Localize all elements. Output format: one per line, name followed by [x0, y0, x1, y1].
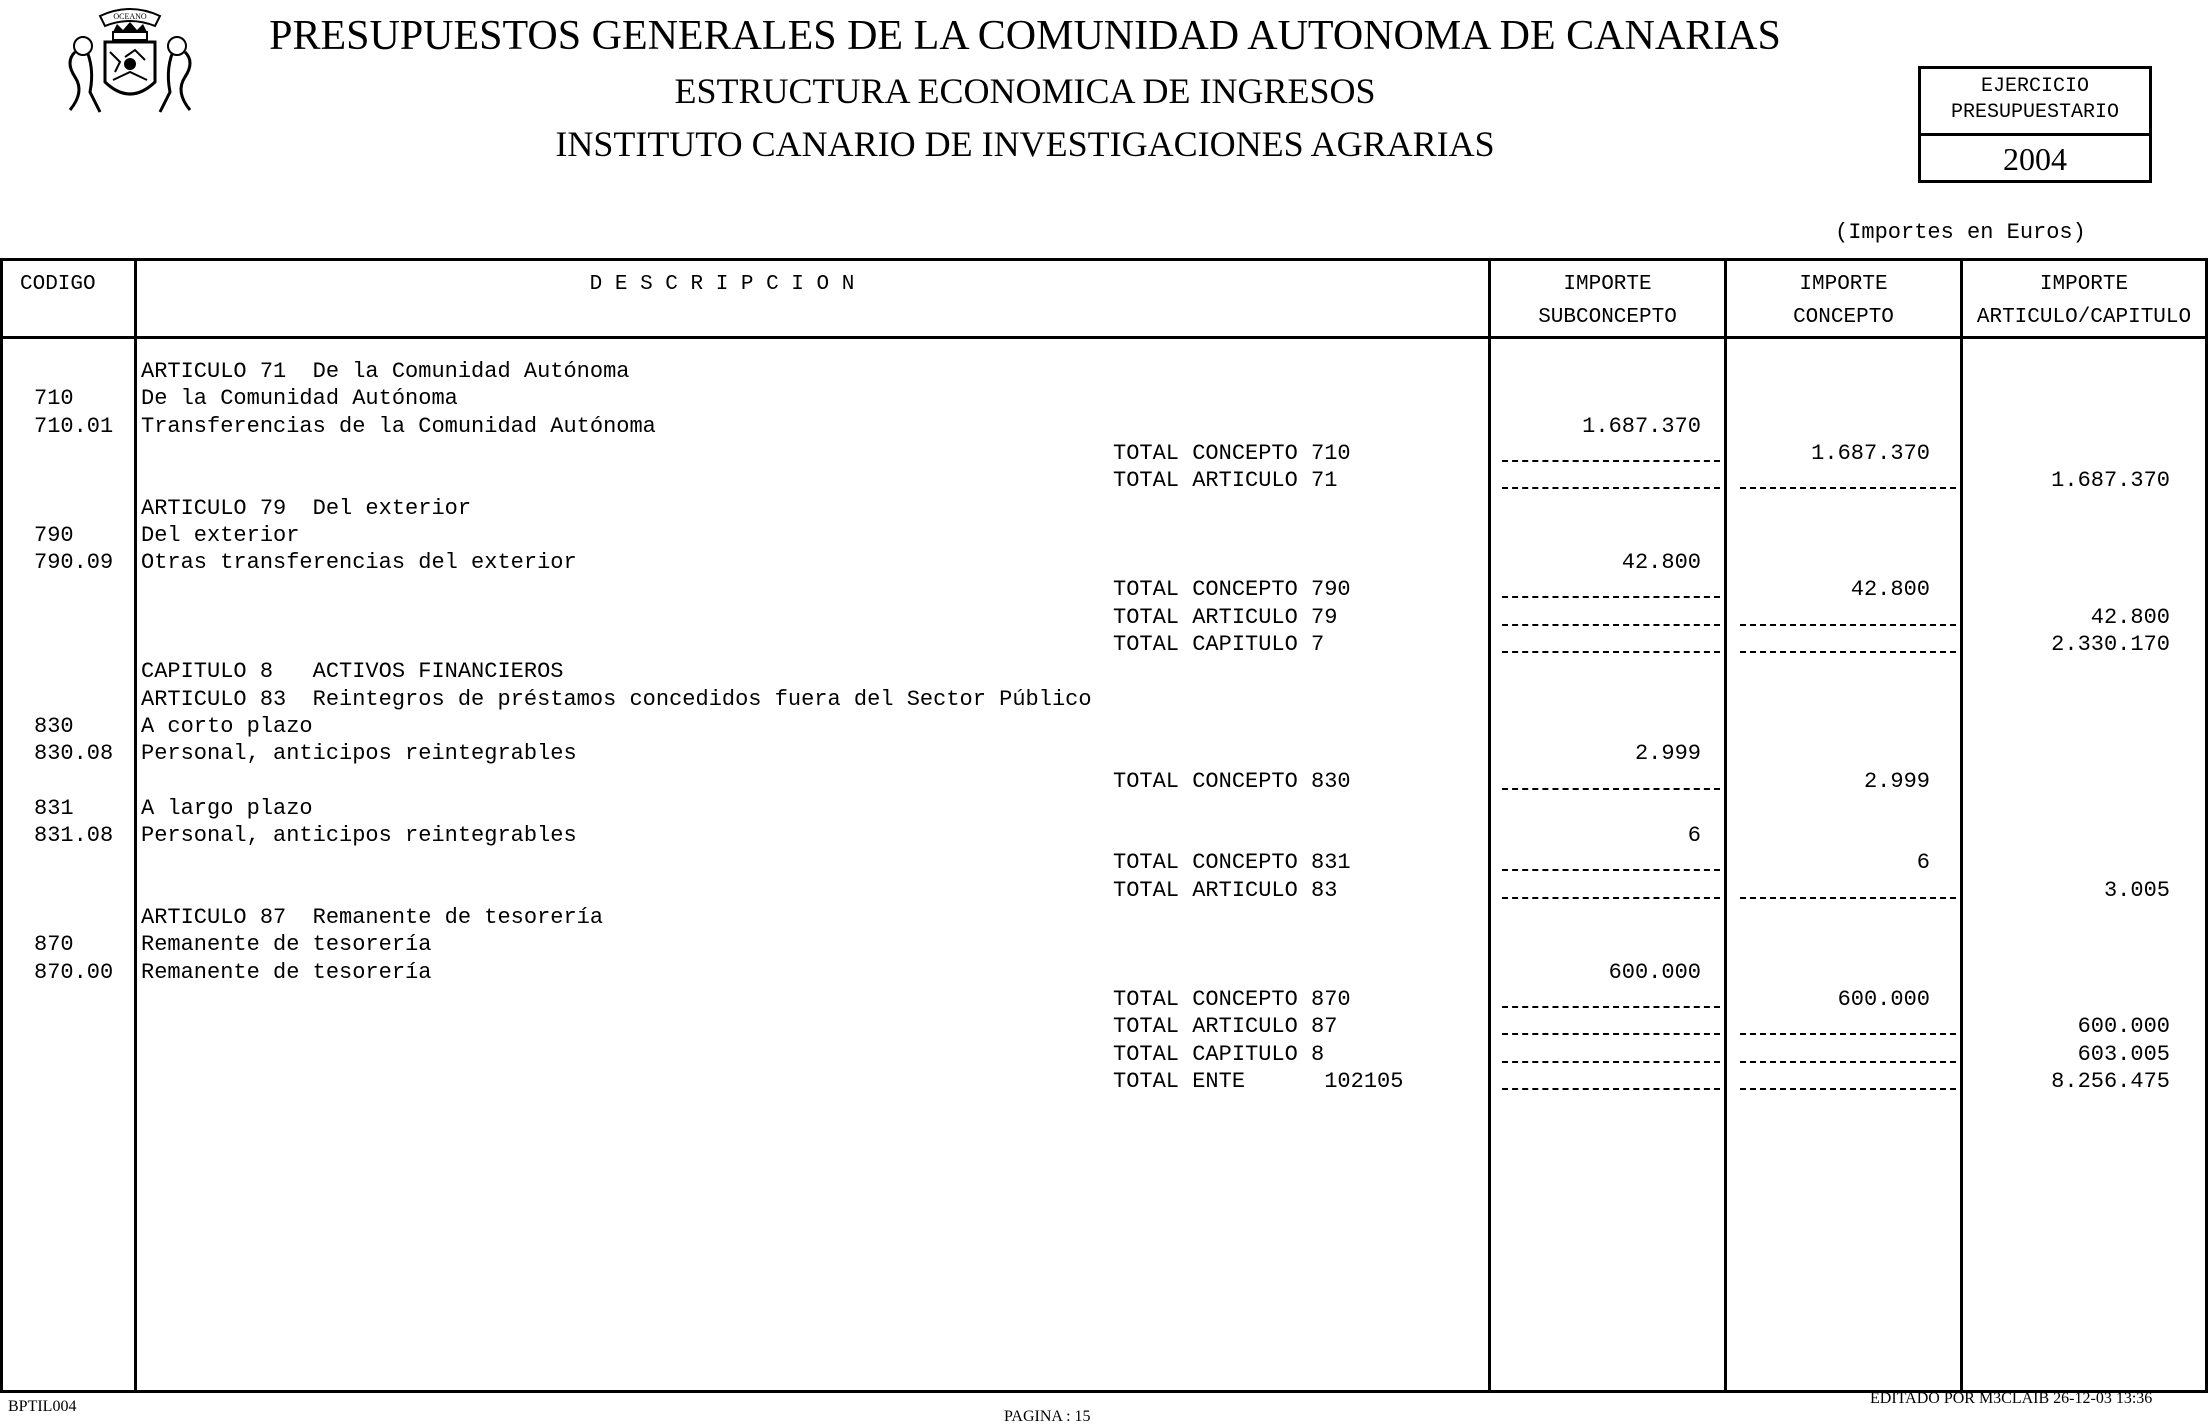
- row-total-label: TOTAL CONCEPTO 790: [1113, 577, 1351, 602]
- row-code: 831: [34, 796, 74, 821]
- row-amount-subconcepto: 2.999: [1634, 741, 1701, 766]
- row-amount-concepto: [1727, 740, 1930, 767]
- row-code: 790.09: [34, 550, 114, 575]
- row-amount-concepto: [1727, 931, 1930, 958]
- dashed-separator: [1502, 1061, 1720, 1063]
- row-description: ARTICULO 71 De la Comunidad Autónoma: [141, 359, 630, 384]
- dashed-separator: [1502, 651, 1720, 653]
- row-amount-articulo: [1963, 986, 2170, 1013]
- row-amount-articulo: [1963, 959, 2170, 986]
- row-amount-articulo: 2.330.170: [2051, 632, 2170, 657]
- row-total-label: TOTAL CONCEPTO 710: [1113, 441, 1351, 466]
- row-total-label: TOTAL CAPITULO 7: [1113, 632, 1325, 657]
- row-amount-articulo: [1963, 768, 2170, 795]
- row-amount-concepto: [1727, 1013, 1930, 1040]
- ejercicio-year: 2004: [2003, 141, 2067, 177]
- row-amount-subconcepto: [1491, 768, 1701, 795]
- row-amount-concepto: [1727, 904, 1930, 931]
- row-code: 870: [34, 932, 74, 957]
- row-description: Transferencias de la Comunidad Autónoma: [141, 414, 656, 439]
- row-amount-subconcepto: [1491, 658, 1701, 685]
- row-amount-subconcepto: [1491, 604, 1701, 631]
- row-amount-articulo: [1963, 931, 2170, 958]
- row-amount-articulo: [1963, 522, 2170, 549]
- col-header-articulo: IMPORTE ARTICULO/CAPITULO: [1976, 273, 2192, 329]
- ejercicio-label: EJERCICIO PRESUPUESTARIO: [1921, 69, 2149, 136]
- row-amount-subconcepto: [1491, 495, 1701, 522]
- row-amount-concepto: 42.800: [1850, 577, 1930, 602]
- row-amount-concepto: 1.687.370: [1811, 441, 1930, 466]
- row-amount-articulo: [1963, 822, 2170, 849]
- row-amount-concepto: [1727, 467, 1930, 494]
- row-amount-articulo: [1963, 495, 2170, 522]
- row-amount-articulo: [1963, 713, 2170, 740]
- svg-text:OCEANO: OCEANO: [113, 12, 147, 21]
- dashed-separator: [1502, 1088, 1720, 1090]
- coat-of-arms-logo: [55, 2, 205, 124]
- row-amount-subconcepto: 6: [1687, 823, 1701, 848]
- row-amount-concepto: [1727, 358, 1930, 385]
- row-amount-concepto: [1727, 658, 1930, 685]
- row-amount-concepto: [1727, 795, 1930, 822]
- row-description: Remanente de tesorería: [141, 932, 432, 957]
- units-note: (Importes en Euros): [1835, 220, 2086, 245]
- row-total-label: TOTAL CONCEPTO 870: [1113, 987, 1351, 1012]
- row-amount-concepto: [1727, 822, 1930, 849]
- row-description: ARTICULO 87 Remanente de tesorería: [141, 905, 604, 930]
- row-amount-subconcepto: [1491, 631, 1701, 658]
- row-amount-concepto: [1727, 1068, 1930, 1095]
- row-total-label: TOTAL CONCEPTO 831: [1113, 850, 1351, 875]
- row-amount-articulo: [1963, 358, 2170, 385]
- dashed-separator: [1502, 624, 1720, 626]
- footer-edited-by: EDITADO POR M3CLAIB 26-12-03 13:36: [1870, 1390, 2153, 1407]
- ejercicio-box: [1918, 66, 2152, 183]
- col-header-subconcepto: IMPORTE SUBCONCEPTO: [1538, 273, 1677, 329]
- row-amount-articulo: 3.005: [2103, 878, 2170, 903]
- row-total-label: TOTAL ARTICULO 71: [1113, 468, 1338, 493]
- row-amount-subconcepto: [1491, 795, 1701, 822]
- row-amount-subconcepto: 42.800: [1621, 550, 1701, 575]
- row-code: 831.08: [34, 823, 114, 848]
- row-amount-concepto: 2.999: [1863, 769, 1930, 794]
- row-amount-subconcepto: [1491, 1068, 1701, 1095]
- header-divider: [0, 336, 2208, 339]
- row-amount-concepto: [1727, 631, 1930, 658]
- row-amount-concepto: 600.000: [1837, 987, 1930, 1012]
- row-total-label: TOTAL ARTICULO 87: [1113, 1014, 1338, 1039]
- row-description: Del exterior: [141, 523, 300, 548]
- row-code: 710: [34, 386, 74, 411]
- row-description: Remanente de tesorería: [141, 960, 432, 985]
- row-amount-articulo: [1963, 686, 2170, 713]
- row-amount-subconcepto: 1.687.370: [1582, 414, 1701, 439]
- row-amount-concepto: [1727, 522, 1930, 549]
- row-description: ARTICULO 83 Reintegros de préstamos concedidos fuera del Sector Público: [141, 687, 1092, 712]
- row-amount-articulo: [1963, 413, 2170, 440]
- row-amount-subconcepto: [1491, 467, 1701, 494]
- footer-page-number: PAGINA : 15: [1004, 1408, 1091, 1425]
- row-amount-subconcepto: [1491, 440, 1701, 467]
- row-amount-concepto: [1727, 495, 1930, 522]
- dashed-separator: [1502, 487, 1720, 489]
- row-amount-articulo: 1.687.370: [2051, 468, 2170, 493]
- dashed-separator: [1740, 487, 1956, 489]
- row-total-label: TOTAL CAPITULO 8: [1113, 1042, 1325, 1067]
- dashed-separator: [1502, 869, 1720, 871]
- row-amount-subconcepto: [1491, 986, 1701, 1013]
- row-amount-subconcepto: [1491, 576, 1701, 603]
- row-code: 710.01: [34, 414, 114, 439]
- row-description: CAPITULO 8 ACTIVOS FINANCIEROS: [141, 659, 564, 684]
- row-amount-articulo: [1963, 576, 2170, 603]
- entity-title: INSTITUTO CANARIO DE INVESTIGACIONES AGRARIAS: [555, 124, 1495, 164]
- row-amount-articulo: [1963, 385, 2170, 412]
- row-amount-concepto: 6: [1916, 850, 1930, 875]
- row-amount-articulo: [1963, 440, 2170, 467]
- row-amount-subconcepto: [1491, 713, 1701, 740]
- row-amount-concepto: [1727, 413, 1930, 440]
- row-amount-subconcepto: [1491, 877, 1701, 904]
- dashed-separator: [1740, 1088, 1956, 1090]
- row-amount-subconcepto: [1491, 686, 1701, 713]
- row-amount-subconcepto: [1491, 849, 1701, 876]
- row-total-label: TOTAL ENTE 102105: [1113, 1069, 1404, 1094]
- row-amount-articulo: [1963, 549, 2170, 576]
- row-amount-articulo: [1963, 740, 2170, 767]
- row-amount-subconcepto: 600.000: [1608, 960, 1701, 985]
- row-code: 830.08: [34, 741, 114, 766]
- row-amount-concepto: [1727, 713, 1930, 740]
- row-description: A largo plazo: [141, 796, 313, 821]
- footer-report-code: BPTIL004: [8, 1398, 77, 1415]
- dashed-separator: [1740, 1033, 1956, 1035]
- row-amount-subconcepto: [1491, 1013, 1701, 1040]
- dashed-separator: [1502, 1033, 1720, 1035]
- row-amount-subconcepto: [1491, 904, 1701, 931]
- row-amount-concepto: [1727, 686, 1930, 713]
- row-code: 830: [34, 714, 74, 739]
- row-amount-articulo: [1963, 658, 2170, 685]
- row-amount-subconcepto: [1491, 358, 1701, 385]
- row-code: 790: [34, 523, 74, 548]
- row-description: Otras transferencias del exterior: [141, 550, 577, 575]
- row-amount-concepto: [1727, 385, 1930, 412]
- row-amount-subconcepto: [1491, 1041, 1701, 1068]
- row-amount-concepto: [1727, 877, 1930, 904]
- row-code: 870.00: [34, 960, 114, 985]
- row-amount-articulo: [1963, 849, 2170, 876]
- row-amount-articulo: [1963, 795, 2170, 822]
- row-amount-concepto: [1727, 549, 1930, 576]
- dashed-separator: [1502, 1006, 1720, 1008]
- row-amount-concepto: [1727, 959, 1930, 986]
- row-amount-subconcepto: [1491, 385, 1701, 412]
- row-total-label: TOTAL ARTICULO 79: [1113, 605, 1338, 630]
- row-amount-articulo: 42.800: [2090, 605, 2170, 630]
- row-amount-subconcepto: [1491, 522, 1701, 549]
- row-total-label: TOTAL ARTICULO 83: [1113, 878, 1338, 903]
- col-header-descripcion: D E S C R I P C I O N: [589, 273, 855, 296]
- row-amount-concepto: [1727, 1041, 1930, 1068]
- row-amount-subconcepto: [1491, 931, 1701, 958]
- row-description: De la Comunidad Autónoma: [141, 386, 458, 411]
- dashed-separator: [1502, 788, 1720, 790]
- dashed-separator: [1740, 897, 1956, 899]
- dashed-separator: [1740, 1061, 1956, 1063]
- row-description: A corto plazo: [141, 714, 313, 739]
- dashed-separator: [1502, 897, 1720, 899]
- column-divider: [134, 258, 137, 1393]
- col-header-concepto: IMPORTE CONCEPTO: [1793, 273, 1894, 329]
- page-title: PRESUPUESTOS GENERALES DE LA COMUNIDAD AUTONOMA DE CANARIAS: [269, 13, 1781, 59]
- dashed-separator: [1740, 624, 1956, 626]
- row-description: ARTICULO 79 Del exterior: [141, 496, 472, 521]
- row-description: Personal, anticipos reintegrables: [141, 741, 577, 766]
- row-amount-articulo: 600.000: [2077, 1014, 2170, 1039]
- row-amount-articulo: 8.256.475: [2051, 1069, 2170, 1094]
- dashed-separator: [1740, 651, 1956, 653]
- row-amount-concepto: [1727, 604, 1930, 631]
- row-total-label: TOTAL CONCEPTO 830: [1113, 769, 1351, 794]
- page-subtitle: ESTRUCTURA ECONOMICA DE INGRESOS: [674, 71, 1376, 111]
- col-header-codigo: CODIGO: [20, 273, 96, 296]
- row-amount-articulo: 603.005: [2077, 1042, 2170, 1067]
- row-amount-articulo: [1963, 904, 2170, 931]
- dashed-separator: [1502, 596, 1720, 598]
- row-description: Personal, anticipos reintegrables: [141, 823, 577, 848]
- dashed-separator: [1502, 460, 1720, 462]
